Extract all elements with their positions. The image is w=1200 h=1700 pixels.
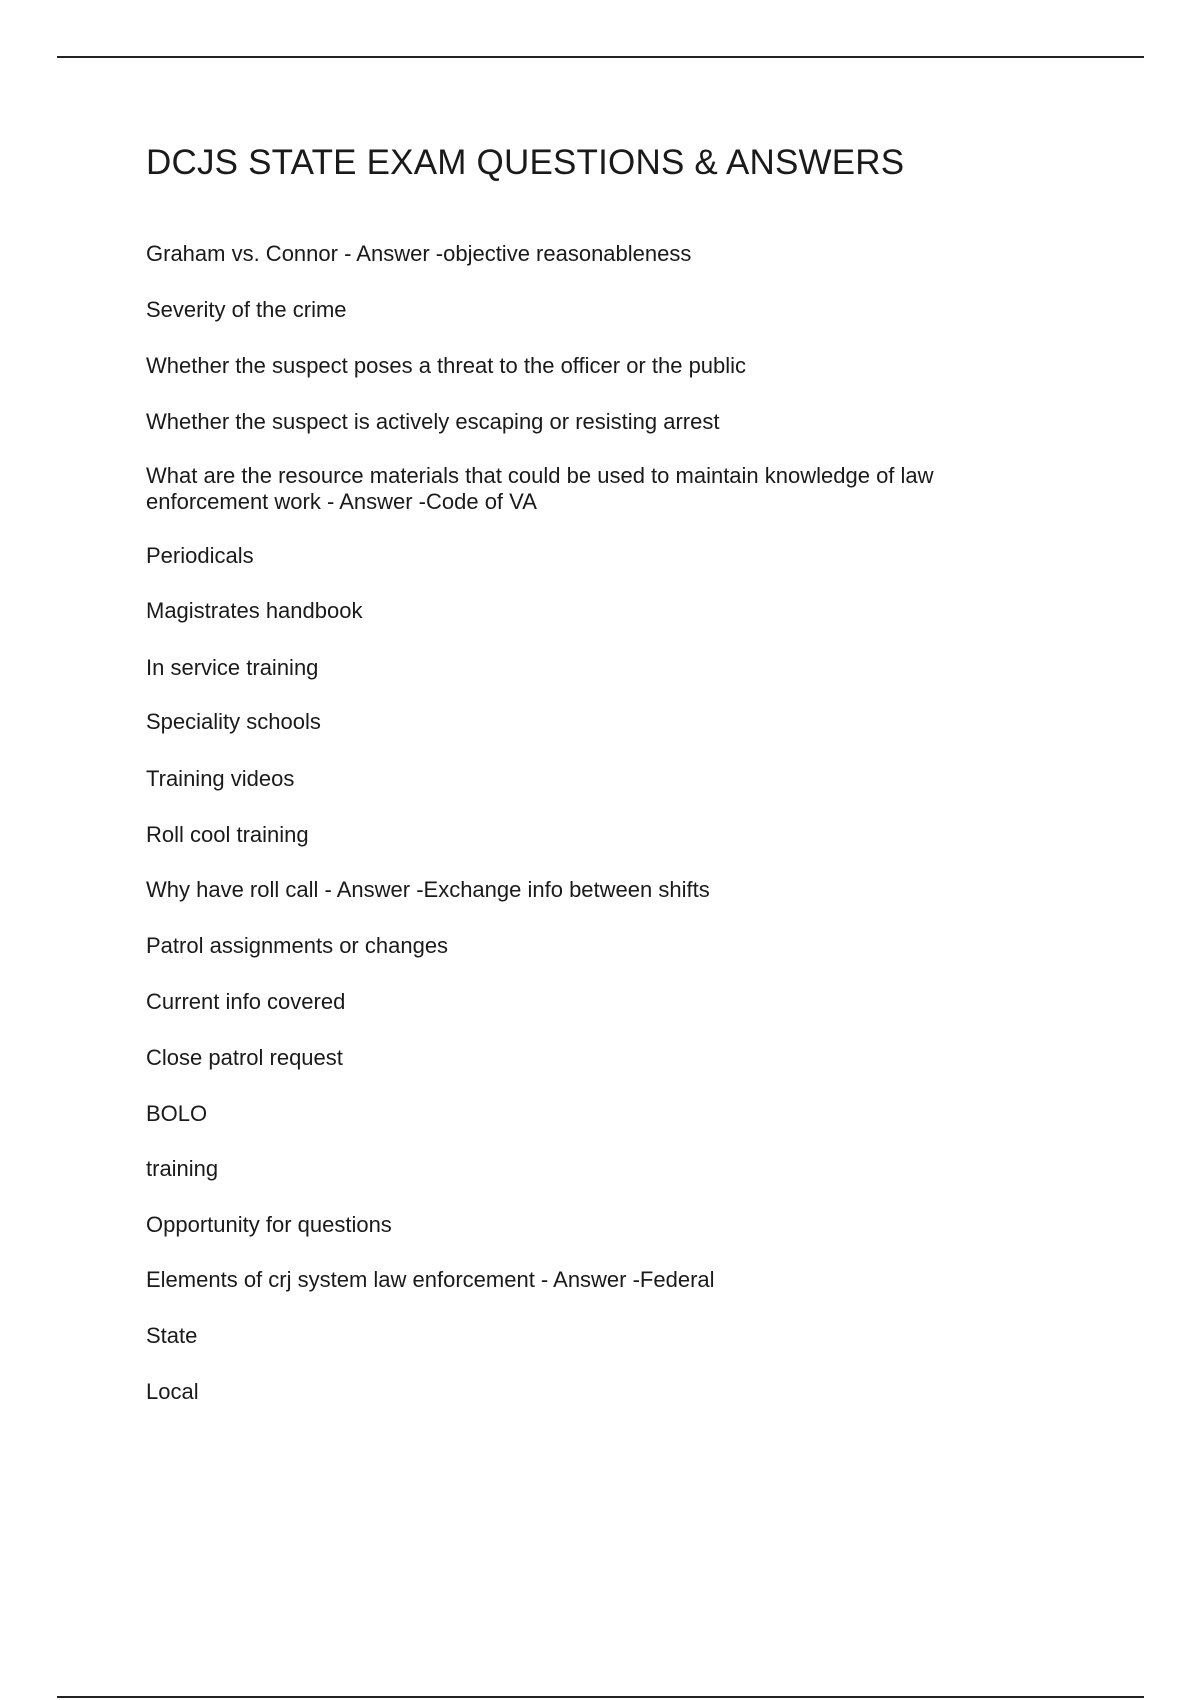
text-line: Periodicals <box>146 543 254 568</box>
document-body <box>146 241 1046 1405</box>
qa-line-crj-elements: Elements of crj system law enforcement - Answer -Federal <box>146 1267 715 1292</box>
text-line: State <box>146 1323 198 1348</box>
text-line: BOLO <box>146 1101 208 1126</box>
text-line: Opportunity for questions <box>146 1212 392 1237</box>
text-line: Speciality schools <box>146 709 321 734</box>
qa-line-roll-call: Why have roll call - Answer -Exchange info between shifts <box>146 877 710 902</box>
text-line: Training videos <box>146 766 295 791</box>
text-line: Whether the suspect poses a threat to the officer or the public <box>146 353 747 378</box>
text-line: Patrol assignments or changes <box>146 933 449 958</box>
page-title: DCJS STATE EXAM QUESTIONS & ANSWERS <box>146 143 905 182</box>
text-line: training <box>146 1156 219 1181</box>
top-rule <box>57 56 1144 58</box>
bottom-rule <box>57 1696 1144 1698</box>
text-line: Severity of the crime <box>146 297 347 322</box>
text-line: Whether the suspect is actively escaping or resisting arrest <box>146 409 720 434</box>
qa-line-resource-materials: What are the resource materials that could be used to maintain knowledge of law enforcement work - Answer -Code of VA <box>146 463 934 514</box>
text-line: In service training <box>146 655 319 680</box>
text-line: Roll cool training <box>146 822 309 847</box>
text-line: Close patrol request <box>146 1045 343 1070</box>
text-line: Magistrates handbook <box>146 598 363 623</box>
text-line: Local <box>146 1379 199 1404</box>
qa-line-graham: Graham vs. Connor - Answer -objective reasonableness <box>146 241 692 266</box>
text-line: Current info covered <box>146 989 346 1014</box>
